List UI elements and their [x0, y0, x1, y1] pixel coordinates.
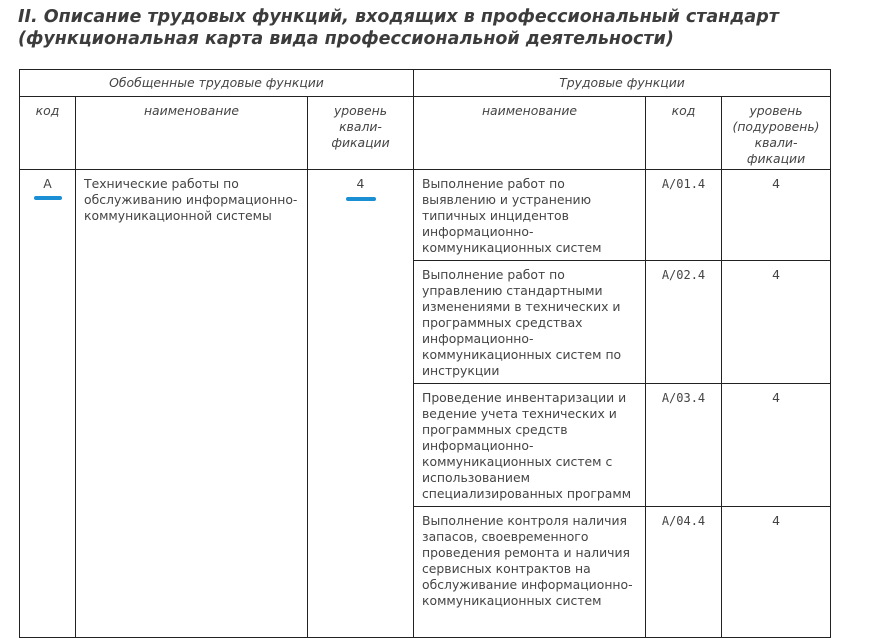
highlight-mark-code [34, 196, 62, 200]
tf-level: 4 [772, 176, 780, 191]
generalized-name-cell [76, 170, 308, 638]
generalized-code: А [43, 176, 52, 191]
section-title-line1: II. Описание трудовых функций, входящих в профессиональный стандарт [18, 7, 779, 27]
header-level [308, 97, 414, 170]
table-group-header-row [20, 70, 831, 97]
tf-level-cell [722, 170, 831, 261]
tf-name-cell [414, 170, 646, 261]
tf-level: 4 [772, 390, 780, 405]
header-tf-name: наименование [414, 97, 646, 170]
header-name: наименование [76, 97, 308, 170]
generalized-level: 4 [356, 176, 365, 191]
highlight-mark-level [346, 197, 376, 201]
tf-code-cell [646, 261, 722, 384]
tf-code: А/04.4 [661, 514, 706, 528]
tf-level: 4 [772, 267, 780, 282]
header-tf-level-text: уровень (подуровень) квали-фикации [732, 103, 820, 166]
tf-name: Выполнение контроля наличия запасов, своевременного проведения ремонта и наличия сервисных контрактов на обслуживание информационно-коммуникационных систем [422, 513, 633, 608]
table-row [20, 170, 831, 261]
tf-level: 4 [772, 513, 780, 528]
tf-code-cell [646, 384, 722, 507]
tf-name-cell [414, 384, 646, 507]
generalized-name: Технические работы по обслуживанию информационно-коммуникационной системы [84, 176, 298, 223]
header-labor-functions: Трудовые функции [414, 70, 831, 97]
tf-code-cell [646, 507, 722, 638]
header-code: код [20, 97, 76, 170]
tf-name: Выполнение работ по управлению стандартными изменениями в технических и программных средствах информационно-коммуникационных систем по инструкции [422, 267, 622, 378]
tf-name: Проведение инвентаризации и ведение учета технических и программных средств информационно-коммуникационных систем с использованием специализированных программ [422, 390, 632, 501]
tf-level-cell [722, 261, 831, 384]
section-title [18, 6, 878, 50]
header-generalized-functions: Обобщенные трудовые функции [20, 70, 414, 97]
tf-name-cell [414, 261, 646, 384]
tf-code: А/02.4 [661, 268, 706, 282]
header-tf-code: код [646, 97, 722, 170]
table-column-header-row [20, 97, 831, 170]
tf-code-cell [646, 170, 722, 261]
header-level-text: уровень квали-фикации [331, 103, 390, 150]
tf-level-cell [722, 507, 831, 638]
generalized-code-cell [20, 170, 76, 638]
tf-level-cell [722, 384, 831, 507]
section-title-line2: (функциональная карта вида профессиональной деятельности) [18, 29, 674, 49]
tf-name: Выполнение работ по выявлению и устранению типичных инцидентов информационно-коммуникационных систем [422, 176, 602, 255]
functional-map-table [19, 69, 831, 638]
tf-name-cell [414, 507, 646, 638]
tf-code: А/03.4 [661, 391, 706, 405]
generalized-level-cell [308, 170, 414, 638]
header-tf-level [722, 97, 831, 170]
tf-code: А/01.4 [661, 177, 706, 191]
